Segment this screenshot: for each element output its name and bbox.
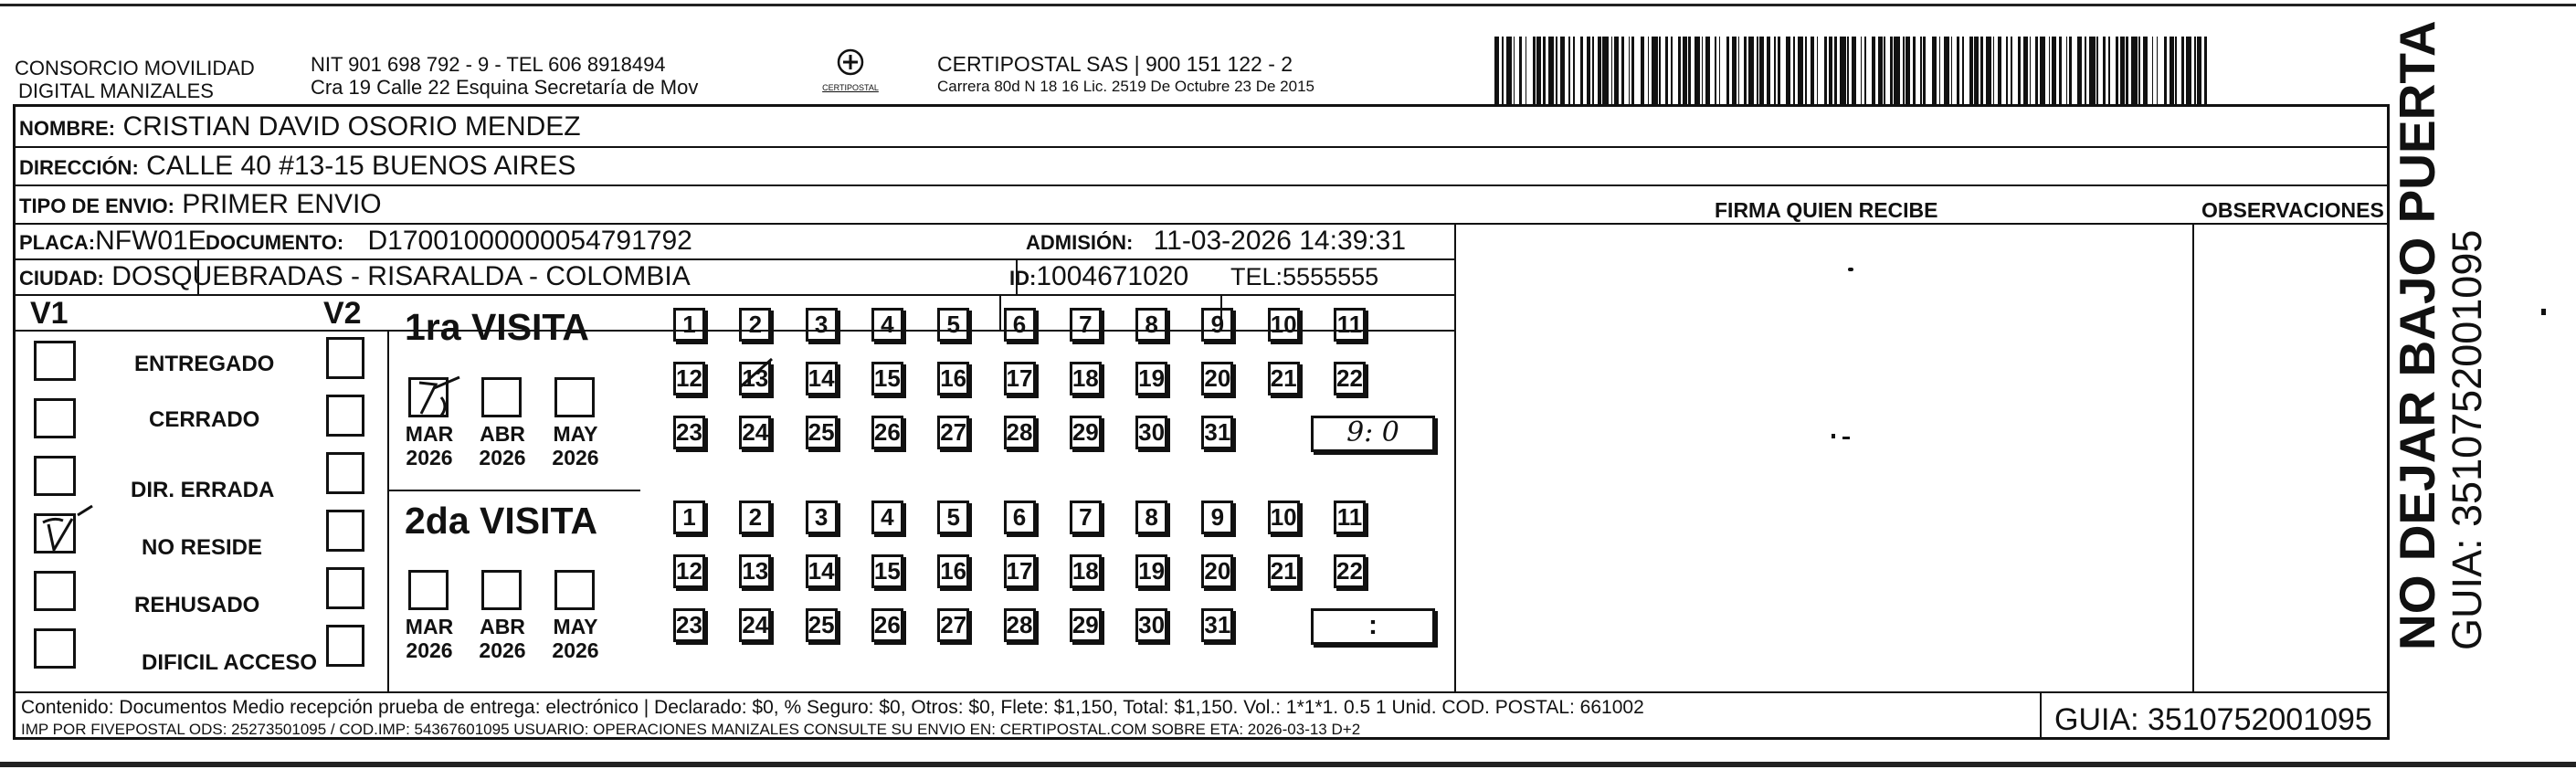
company-nit: NIT 901 698 792 - 9 - TEL 606 8918494 (311, 53, 666, 76)
day-box[interactable]: 17 (1004, 362, 1036, 395)
day-box[interactable]: 20 (1201, 362, 1233, 395)
month-label (399, 422, 459, 469)
carrier-name: CERTIPOSTAL SAS | 900 151 122 - 2 (937, 52, 1293, 76)
documento-label: DOCUMENTO: (206, 231, 344, 254)
day-box[interactable]: 29 (1070, 608, 1102, 642)
v1-header: V1 (30, 296, 69, 331)
day-box[interactable]: 28 (1004, 416, 1036, 449)
time-box[interactable]: : (1311, 608, 1435, 645)
direccion-field (19, 151, 575, 184)
status-option-label: DIR. ERRADA (131, 478, 275, 502)
signature-mark (1848, 268, 1853, 271)
no-dejar-bajo-puerta: NO DEJAR BAJO PUERTA (2389, 20, 2445, 650)
first-visit-title: 1ra VISITA (405, 306, 590, 348)
day-box[interactable]: 23 (673, 608, 705, 642)
month-checkbox[interactable] (408, 570, 449, 610)
nombre-label: NOMBRE: (19, 117, 116, 140)
day-box[interactable]: 5 (937, 501, 969, 534)
day-box[interactable]: 16 (937, 362, 969, 395)
day-box[interactable]: 26 (871, 608, 903, 642)
tel-label: TEL: (1230, 263, 1283, 290)
side-warning (2389, 20, 2527, 650)
day-box[interactable]: 3 (806, 501, 838, 534)
month-checkbox[interactable] (554, 377, 595, 417)
day-box[interactable]: 14 (806, 554, 838, 588)
day-box[interactable]: 31 (1201, 608, 1233, 642)
day-box[interactable]: 9 (1201, 308, 1233, 342)
month-year: 2026 (552, 446, 599, 469)
certipostal-logo (817, 47, 884, 102)
ciudad-field (19, 261, 691, 294)
company-contact (311, 53, 698, 99)
day-box[interactable]: 5 (937, 308, 969, 342)
day-box[interactable]: 1 (673, 501, 705, 534)
delivery-card (13, 104, 2390, 740)
contenido-text: Contenido: Documentos Medio recepción prueba de entrega: electrónico | Declarado: $0, % Seguro: $0, Otros: $0, Flete: $1,150, Total: $1,150. Vol.: 1*1*1. 0.5 1 Unid. COD. POSTAL: 661002 (21, 697, 1644, 718)
month-name: MAR (405, 422, 454, 446)
month-name: MAY (553, 615, 598, 638)
check-mark-icon (36, 504, 100, 560)
month-year: 2026 (406, 638, 453, 662)
status-option-label: ENTREGADO (134, 352, 275, 376)
month-name: MAR (405, 615, 454, 638)
day-box[interactable]: 12 (673, 362, 705, 395)
month-label (472, 422, 533, 469)
day-mark-icon (735, 353, 781, 395)
day-box[interactable]: 4 (871, 501, 903, 534)
time-box[interactable]: 9: 0 (1311, 416, 1435, 452)
day-box[interactable]: 12 (673, 554, 705, 588)
day-box[interactable]: 10 (1268, 501, 1300, 534)
day-box[interactable]: 21 (1268, 554, 1300, 588)
month-year: 2026 (552, 638, 599, 662)
top-scan-line (0, 4, 2576, 6)
v1-checkbox[interactable] (34, 628, 76, 669)
day-box[interactable]: 24 (739, 608, 771, 642)
day-box[interactable]: 11 (1334, 501, 1366, 534)
month-year: 2026 (479, 446, 526, 469)
v2-checkbox[interactable] (326, 452, 364, 494)
ciudad-label: CIUDAD: (19, 267, 104, 290)
direccion-label: DIRECCIÓN: (19, 156, 139, 179)
day-box[interactable]: 19 (1135, 554, 1167, 588)
status-option-label: NO RESIDE (142, 535, 263, 560)
placa-field (19, 226, 206, 258)
v1-checkbox[interactable] (34, 571, 76, 611)
id-value: 1004671020 (1036, 261, 1189, 291)
month-checkbox[interactable] (481, 570, 522, 610)
day-box[interactable]: 19 (1135, 362, 1167, 395)
status-option-label: CERRADO (149, 407, 260, 432)
day-box[interactable]: 22 (1334, 362, 1366, 395)
day-box[interactable]: 29 (1070, 416, 1102, 449)
day-box[interactable]: 18 (1070, 362, 1102, 395)
month-label (545, 615, 606, 662)
day-box[interactable]: 27 (937, 416, 969, 449)
day-box[interactable]: 7 (1070, 501, 1102, 534)
direccion-value: CALLE 40 #13-15 BUENOS AIRES (146, 151, 576, 181)
month-label (399, 615, 459, 662)
day-box[interactable]: 10 (1268, 308, 1300, 342)
side-guia: GUIA: 3510752001095 (2444, 229, 2490, 650)
id-label: ID: (1009, 267, 1037, 290)
month-name: ABR (480, 422, 525, 446)
tipo-envio-label: TIPO DE ENVIO: (19, 195, 174, 217)
day-box[interactable]: 26 (871, 416, 903, 449)
month-checkbox[interactable] (554, 570, 595, 610)
month-year: 2026 (406, 446, 453, 469)
company-line-2: DIGITAL MANIZALES (18, 79, 214, 102)
day-box[interactable]: 14 (806, 362, 838, 395)
company-address: Cra 19 Calle 22 Esquina Secretaría de Mov (311, 76, 699, 99)
day-box[interactable]: 25 (806, 608, 838, 642)
day-box[interactable]: 13 (739, 362, 771, 395)
month-year: 2026 (479, 638, 526, 662)
ciudad-value: DOSQUEBRADAS - RISARALDA - COLOMBIA (111, 261, 691, 291)
day-box[interactable]: 21 (1268, 362, 1300, 395)
v1-checkbox[interactable] (34, 341, 76, 381)
month-label (545, 422, 606, 469)
day-box[interactable]: 23 (673, 416, 705, 449)
day-box[interactable]: 24 (739, 416, 771, 449)
admision-value: 11-03-2026 14:39:31 (1153, 226, 1407, 256)
observaciones-header: OBSERVACIONES (2201, 198, 2384, 222)
barcode (1494, 37, 2216, 106)
signature-mark-3 (1842, 437, 1850, 439)
tipo-envio-field (19, 189, 382, 222)
day-box[interactable]: 31 (1201, 416, 1233, 449)
v2-checkbox[interactable] (326, 625, 364, 667)
admision-field (1026, 226, 1406, 258)
day-box[interactable]: 17 (1004, 554, 1036, 588)
day-box[interactable]: 6 (1004, 308, 1036, 342)
v2-checkbox[interactable] (326, 567, 364, 609)
day-box[interactable]: 8 (1135, 308, 1167, 342)
guia-box-text: GUIA: 3510752001095 (2054, 702, 2372, 737)
day-box[interactable]: 2 (739, 501, 771, 534)
v2-checkbox[interactable] (326, 395, 364, 437)
day-box[interactable]: 9 (1201, 501, 1233, 534)
day-box[interactable]: 30 (1135, 608, 1167, 642)
tipo-envio-value: PRIMER ENVIO (182, 189, 382, 219)
status-option-label: DIFICIL ACCESO (142, 650, 318, 675)
bottom-scan-edge (0, 754, 2576, 780)
day-box[interactable]: 4 (871, 308, 903, 342)
day-box[interactable]: 11 (1334, 308, 1366, 342)
signature-mark-2 (1832, 434, 1835, 438)
company-line-1: CONSORCIO MOVILIDAD (15, 57, 255, 79)
nombre-value: CRISTIAN DAVID OSORIO MENDEZ (122, 111, 581, 142)
month-mark-icon (408, 370, 481, 426)
day-box[interactable]: 22 (1334, 554, 1366, 588)
status-option-label: REHUSADO (134, 593, 260, 617)
day-box[interactable]: 28 (1004, 608, 1036, 642)
day-box[interactable]: 1 (673, 308, 705, 342)
v1-checkbox[interactable] (34, 456, 76, 496)
firma-header: FIRMA QUIEN RECIBE (1715, 198, 1938, 222)
id-field (1009, 261, 1188, 294)
month-name: MAY (553, 422, 598, 446)
day-box[interactable]: 6 (1004, 501, 1036, 534)
v1-checkbox[interactable] (34, 398, 76, 438)
v2-checkbox[interactable] (326, 337, 364, 379)
certipostal-logo-icon (832, 47, 869, 79)
carrier-address: Carrera 80d N 18 16 Lic. 2519 De Octubre 23 De 2015 (937, 78, 1314, 95)
company-name (15, 57, 255, 102)
imp-text: IMP POR FIVEPOSTAL ODS: 25273501095 / COD.IMP: 54367601095 USUARIO: OPERACIONES MANIZALES CONSULTE SU ENVIO EN: CERTIPOSTAL.COM SOBRE ETA: 2026-03-13 D+2 (21, 721, 1361, 738)
day-box[interactable]: 15 (871, 362, 903, 395)
day-box[interactable]: 13 (739, 554, 771, 588)
documento-value: D17001000000054791792 (367, 226, 692, 256)
placa-label: PLACA: (19, 231, 96, 254)
nombre-field (19, 111, 581, 144)
day-box[interactable]: 20 (1201, 554, 1233, 588)
day-box[interactable]: 8 (1135, 501, 1167, 534)
month-label (472, 615, 533, 662)
v2-header: V2 (323, 296, 362, 331)
day-box[interactable]: 27 (937, 608, 969, 642)
month-checkbox[interactable] (481, 377, 522, 417)
day-box[interactable]: 25 (806, 416, 838, 449)
carrier-info (937, 51, 1314, 97)
second-visit-title: 2da VISITA (405, 500, 598, 542)
day-box[interactable]: 3 (806, 308, 838, 342)
v2-checkbox[interactable] (326, 510, 364, 552)
logo-text: CERTIPOSTAL (822, 83, 879, 92)
documento-field (206, 226, 692, 258)
day-box[interactable]: 2 (739, 308, 771, 342)
admision-label: ADMISIÓN: (1026, 231, 1134, 254)
day-box[interactable]: 7 (1070, 308, 1102, 342)
month-name: ABR (480, 615, 525, 638)
tel-field (1230, 261, 1378, 292)
day-box[interactable]: 18 (1070, 554, 1102, 588)
tel-value: 5555555 (1283, 263, 1379, 290)
day-box[interactable]: 15 (871, 554, 903, 588)
placa-value: NFW01E (95, 226, 206, 256)
side-dot (2541, 309, 2546, 315)
day-box[interactable]: 30 (1135, 416, 1167, 449)
day-box[interactable]: 16 (937, 554, 969, 588)
